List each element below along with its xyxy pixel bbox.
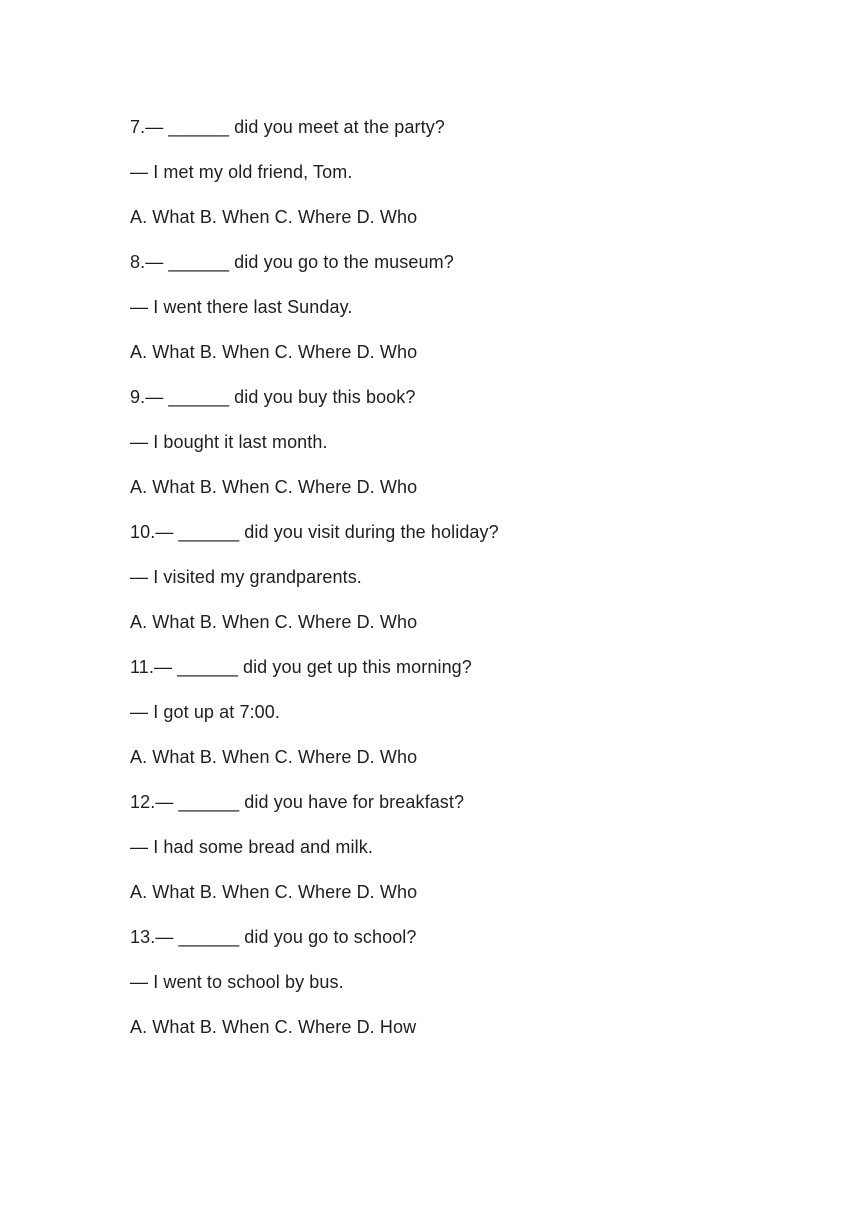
question-prompt: 11.— ______ did you get up this morning? (130, 657, 472, 677)
question-prompt: 13.— ______ did you go to school? (130, 927, 417, 947)
question-prompt: 8.— ______ did you go to the museum? (130, 252, 454, 272)
question-item (130, 788, 770, 923)
question-item (130, 518, 770, 653)
question-item (130, 923, 770, 1058)
question-options: A. What B. When C. Where D. Who (130, 342, 418, 362)
question-prompt: 9.— ______ did you buy this book? (130, 387, 416, 407)
question-item (130, 248, 770, 383)
question-answer: — I visited my grandparents. (130, 567, 362, 587)
question-list (130, 113, 770, 1058)
question-options: A. What B. When C. Where D. How (130, 1017, 417, 1037)
question-options: A. What B. When C. Where D. Who (130, 207, 418, 227)
question-options: A. What B. When C. Where D. Who (130, 882, 418, 902)
question-answer: — I went to school by bus. (130, 972, 344, 992)
question-answer: — I got up at 7:00. (130, 702, 280, 722)
question-options: A. What B. When C. Where D. Who (130, 477, 418, 497)
question-prompt: 12.— ______ did you have for breakfast? (130, 792, 465, 812)
question-item (130, 653, 770, 788)
question-answer: — I went there last Sunday. (130, 297, 353, 317)
question-item (130, 113, 770, 248)
question-prompt: 10.— ______ did you visit during the holiday? (130, 522, 499, 542)
question-options: A. What B. When C. Where D. Who (130, 747, 418, 767)
question-prompt: 7.— ______ did you meet at the party? (130, 117, 445, 137)
question-options: A. What B. When C. Where D. Who (130, 612, 418, 632)
question-answer: — I bought it last month. (130, 432, 328, 452)
question-answer: — I met my old friend, Tom. (130, 162, 353, 182)
question-item (130, 383, 770, 518)
question-answer: — I had some bread and milk. (130, 837, 373, 857)
